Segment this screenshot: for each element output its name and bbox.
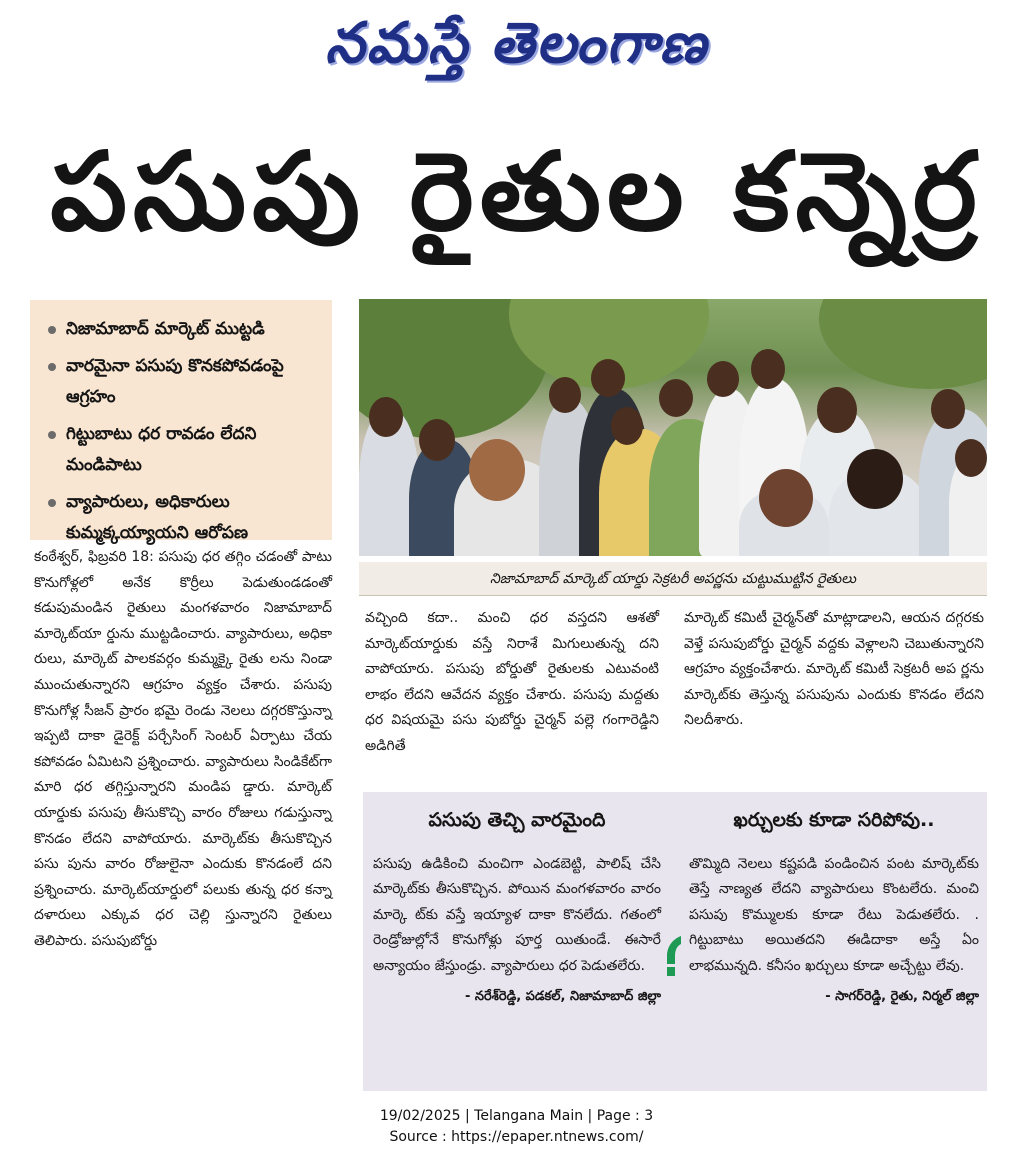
quote-text: తొమ్మిది నెలలు కష్టపడి పండించిన పంట మార్కెట్‌కు తెస్తే నాణ్యత లేదని వ్యాపారులు కొంటలేరు. మంచి పసుపు కొమ్ములకు కూడా రేటు పెడుతలేరు. . గిట్టుబాటు అయితదని ఈడిదాకా అస్తే ఏం లాభమున్నది. కనీసం ఖర్చులు కూడా అచ్చేట్టు లేవు. (689, 856, 979, 974)
highlight-text: నిజామాబాద్ మార్కెట్ ముట్టడి (66, 319, 265, 339)
bullet-dot-icon (48, 326, 56, 334)
headline: పసుపు రైతుల కన్నెర్ర (50, 130, 983, 255)
quote-byline: - నరేశ్‌రెడ్డి, పడకల్, నిజామాబాద్ జిల్లా (464, 989, 661, 1005)
farmer-quote (689, 792, 979, 1007)
quote-title: ఖర్చులకు కూడా సరిపోవు.. (733, 809, 935, 831)
highlight-text: గిట్టుబాటు ధర రావడం లేదని మండిపాటు (66, 424, 257, 475)
highlight-item (44, 314, 322, 345)
quote-byline: - సాగర్‌రెడ్డి, రైతు, నిర్మల్ జిల్లా (825, 989, 979, 1005)
quote-title: పసుపు తెచ్చి వారమైంది (428, 809, 606, 831)
highlights-box (30, 300, 332, 543)
photo-caption: నిజామాబాద్ మార్కెట్ యార్డు సెక్రటరీ అపర్ణను చుట్టుముట్టిన రైతులు (359, 562, 987, 596)
page-footer (0, 1106, 1033, 1148)
article-column-right: మార్కెట్ కమిటీ చైర్మన్‌తో మాట్లాడాలని, ఆయన దగ్గరకు వెళ్తే పసుపుబోర్డు చైర్మన్ వద్దకు వెళ్లాలని చెబుతున్నారని ఆగ్రహం వ్యక్తంచేశారు. మార్కెట్ కమిటీ సెక్రటరీ అప ర్ణను మార్కెట్‌కు తెస్తున్న పసుపును ఎందుకు కొనడం లేదని నిలదీశారు. (684, 610, 984, 729)
highlight-item (44, 487, 322, 549)
masthead-title: నమస్తే తెలంగాణ (325, 10, 708, 76)
highlight-item (44, 419, 322, 481)
news-photo (359, 299, 987, 556)
edition-info: 19/02/2025 | Telangana Main | Page : 3 (379, 1108, 654, 1124)
article-column-middle: వచ్చింది కదా.. మంచి ధర వస్తదని ఆశతో మార్కెట్‌యార్డుకు వస్తే నిరాశే మిగులుతున్న దని వాపోయారు. పసుపు బోర్డుతో రైతులకు ఎటువంటి లాభం లేదని ఆవేదన వ్యక్తం చేశారు. పసుపు మద్దతు ధర విషయమై పసు పుబోర్డు చైర్మన్ పల్లె గంగారెడ్డిని అడిగితే (365, 610, 659, 754)
farmer-quotes-box (363, 792, 987, 1091)
quote-mark-icon (663, 934, 683, 978)
article-column-left: కంఠేశ్వర్, ఫిబ్రవరి 18: పసుపు ధర తగ్గిం చడంతో పాటు కొనుగోళ్లలో అనేక కొర్రీలు పెడుతుండడంతో కడుపుమండిన రైతులు మంగళవారం నిజామాబాద్ మార్కెట్‌యా ర్డును ముట్టడించారు. వ్యాపారులు, అధికా రులు, మార్కెట్ పాలకవర్గం కుమ్మక్కై రైతు లను నిండా ముంచుతున్నారని ఆగ్రహం వ్యక్తం చేశారు. పసుపు కొనుగోళ్ల సీజన్ ప్రారం భమై రెండు నెలలు దగ్గరకొస్తున్నా ఇప్పటి దాకా డైరెక్ట్ పర్చేసింగ్ సెంటర్ ఏర్పాటు చేయ కపోవడం ఏమిటని ప్రశ్నించారు. వ్యాపారులు సిండికేట్‌గా మారి ధర తగ్గిస్తున్నారని మండిప డ్డారు. మార్కెట్ యార్డుకు పసుపు తీసుకొచ్చి వారం రోజులు గడుస్తున్నా కొనడం లేదని వాపోయారు. మార్కెట్‌కు తీసుకొచ్చిన పసు పును వారం రోజులైనా ఎందుకు కొనడంలే దని ప్రశ్నించారు. మార్కెట్‌యార్డులో పలుకు తున్న ధర కన్నా దళారులు ఎక్కువ ధర చెల్లి స్తున్నారని రైతులు తెలిపారు. పసుపుబోర్డు (34, 549, 332, 949)
highlight-text: వారమైనా పసుపు కొనకపోవడంపై ఆగ్రహం (66, 356, 284, 407)
bullet-dot-icon (48, 431, 56, 439)
bullet-dot-icon (48, 499, 56, 507)
highlight-text: వ్యాపారులు, అధికారులు కుమ్మక్కయ్యాయని ఆరోపణ (66, 492, 248, 543)
bullet-dot-icon (48, 363, 56, 371)
masthead-logo (0, 4, 1033, 82)
source-line: Source : https://epaper.ntnews.com/ (389, 1129, 644, 1145)
quote-text: పసుపు ఉడికించి మంచిగా ఎండబెట్టి, పాలిష్ చేసి మార్కెట్‌కు తీసుకొచ్చిన. పోయిన మంగళవారం వారం మార్కె ట్‌కు వస్తే ఇయ్యాళ దాకా కొనలేదు. గతంలో రెండ్రోజుల్లోనే కొనుగోళ్లు పూర్త యితుండే. ఈసారే అన్యాయం జేస్తుండ్రు. వ్యాపారులు ధర పెడుతలేరు. (373, 856, 661, 974)
farmer-quote (373, 792, 661, 1007)
highlight-item (44, 351, 322, 413)
